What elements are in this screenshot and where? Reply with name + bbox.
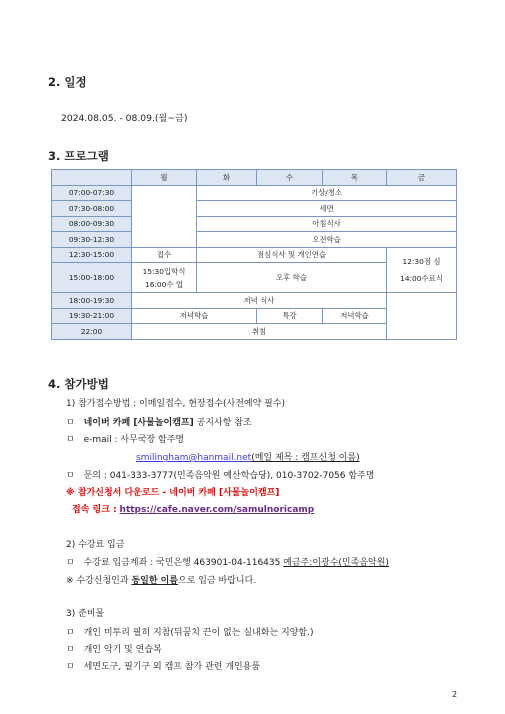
table-row — [52, 293, 457, 309]
time-cell: 07:00-07:30 — [52, 185, 132, 201]
cafe-link[interactable]: https://cafe.naver.com/samulnoricamp — [119, 505, 315, 515]
bank-account-text: 수강료 입금계좌 : 국민은행 463901-04-116435 — [83, 558, 284, 568]
account-holder-text: 예금주:이광수(민족음악원) — [283, 558, 389, 568]
sleep-cell: 취침 — [132, 324, 387, 340]
registration-method: 1) 참가접수방법 : 이메일접수, 현장접수(사전예약 필수) — [66, 399, 286, 409]
table-row — [52, 185, 457, 201]
list-item — [66, 555, 389, 568]
table-row — [52, 247, 457, 263]
entrance-ceremony-text: 15:30입학식 — [142, 266, 186, 276]
section-4-title: 4. 참가방법 — [48, 377, 109, 391]
bullet-icon: ㅁ — [66, 558, 75, 568]
list-item — [66, 468, 374, 481]
afternoon-study-cell: 오후 학습 — [197, 263, 387, 293]
time-cell: 09:30-12:30 — [52, 232, 132, 248]
evening-study-cell: 저녁학습 — [132, 308, 257, 324]
time-cell: 12:30-15:00 — [52, 247, 132, 263]
section-2-title: 2. 일정 — [48, 75, 87, 89]
page-number: 2 — [452, 690, 458, 699]
monday-afternoon-cell — [132, 263, 197, 293]
bullet-icon: ㅁ — [66, 471, 75, 481]
mon-morning-blank — [132, 185, 197, 247]
email-subject-note: (메일 제목 : 캠프신청 이름) — [251, 453, 360, 463]
bullet-icon: ㅁ — [66, 435, 75, 445]
friday-lunch-text: 12:30점 심 — [402, 256, 441, 266]
wash-cell: 세면 — [197, 201, 457, 217]
time-cell: 07:30-08:00 — [52, 201, 132, 217]
payment-heading: 2) 수강료 입금 — [66, 540, 125, 550]
breakfast-cell: 아침식사 — [197, 216, 457, 232]
class-start-text: 16:00수 업 — [145, 279, 183, 289]
email-label: e-mail : 사무국장 함주명 — [83, 435, 185, 445]
payment-note-pre: ※ 수강신청인과 — [66, 576, 132, 586]
list-item — [66, 432, 184, 445]
list-item — [66, 659, 260, 672]
morning-study-cell: 오전학습 — [197, 232, 457, 248]
header-fri: 금 — [387, 170, 457, 186]
same-name-text: 동일한 이름 — [131, 576, 179, 586]
supply-item: 개인 악기 및 연습복 — [83, 645, 162, 655]
time-cell: 15:00-18:00 — [52, 263, 132, 293]
header-wed: 수 — [257, 170, 323, 186]
table-row — [52, 201, 457, 217]
access-link-label: 접속 링크 : — [72, 505, 117, 515]
bullet-icon: ㅁ — [66, 418, 75, 428]
list-item — [66, 642, 162, 655]
header-blank — [52, 170, 132, 186]
reception-cell: 접수 — [132, 247, 197, 263]
bullet-icon: ㅁ — [66, 645, 75, 655]
download-notice: ※ 참가신청서 다운로드 - 네이버 카페 [사물놀이캠프] — [66, 488, 280, 498]
program-table — [51, 169, 457, 340]
table-row — [52, 232, 457, 248]
email-line — [136, 450, 360, 463]
payment-note-post: 으로 입금 바랍니다. — [178, 576, 257, 586]
bullet-icon: ㅁ — [66, 662, 75, 672]
time-cell: 18:00-19:30 — [52, 293, 132, 309]
header-mon: 월 — [132, 170, 197, 186]
list-item — [66, 415, 252, 428]
naver-cafe-text: 네이버 카페 [사물놀이캠프] — [83, 418, 194, 428]
time-cell: 22:00 — [52, 324, 132, 340]
friday-evening-blank — [387, 293, 457, 340]
supply-item: 개인 미투리 필히 지참(뒤꿈치 끈이 없는 실내화는 지양함.) — [83, 628, 314, 638]
table-row — [52, 216, 457, 232]
friday-closing-cell — [387, 247, 457, 293]
header-thu: 목 — [323, 170, 387, 186]
notice-reference-text: 공지사항 참조 — [193, 418, 252, 428]
evening-study-cell-2: 저녁학습 — [323, 308, 387, 324]
time-cell: 08:00-09:30 — [52, 216, 132, 232]
wake-cell: 기상/청소 — [197, 185, 457, 201]
schedule-date: 2024.08.05. - 08.09.(월~금) — [61, 113, 188, 124]
dinner-cell: 저녁 식사 — [132, 293, 387, 309]
bullet-icon: ㅁ — [66, 628, 75, 638]
email-link[interactable]: smilingham@hanmail.net — [136, 453, 252, 463]
friday-ceremony-text: 14:00수료식 — [400, 273, 443, 283]
header-tue: 화 — [197, 170, 257, 186]
access-link-line — [72, 502, 314, 515]
section-3-title: 3. 프로그램 — [48, 149, 109, 163]
supply-item: 세면도구, 필기구 외 캠프 참가 관련 개인용품 — [83, 662, 261, 672]
table-header-row — [52, 170, 457, 186]
list-item — [66, 625, 313, 638]
contact-text: 문의 : 041-333-3777(민족음악원 예산학습당), 010-3702-7056 함주명 — [83, 471, 375, 481]
time-cell: 19:30-21:00 — [52, 308, 132, 324]
lunch-practice-cell: 점심식사 및 개인연습 — [197, 247, 387, 263]
special-lecture-cell: 특강 — [257, 308, 323, 324]
payment-note — [66, 573, 256, 586]
supplies-heading: 3) 준비물 — [66, 609, 105, 619]
